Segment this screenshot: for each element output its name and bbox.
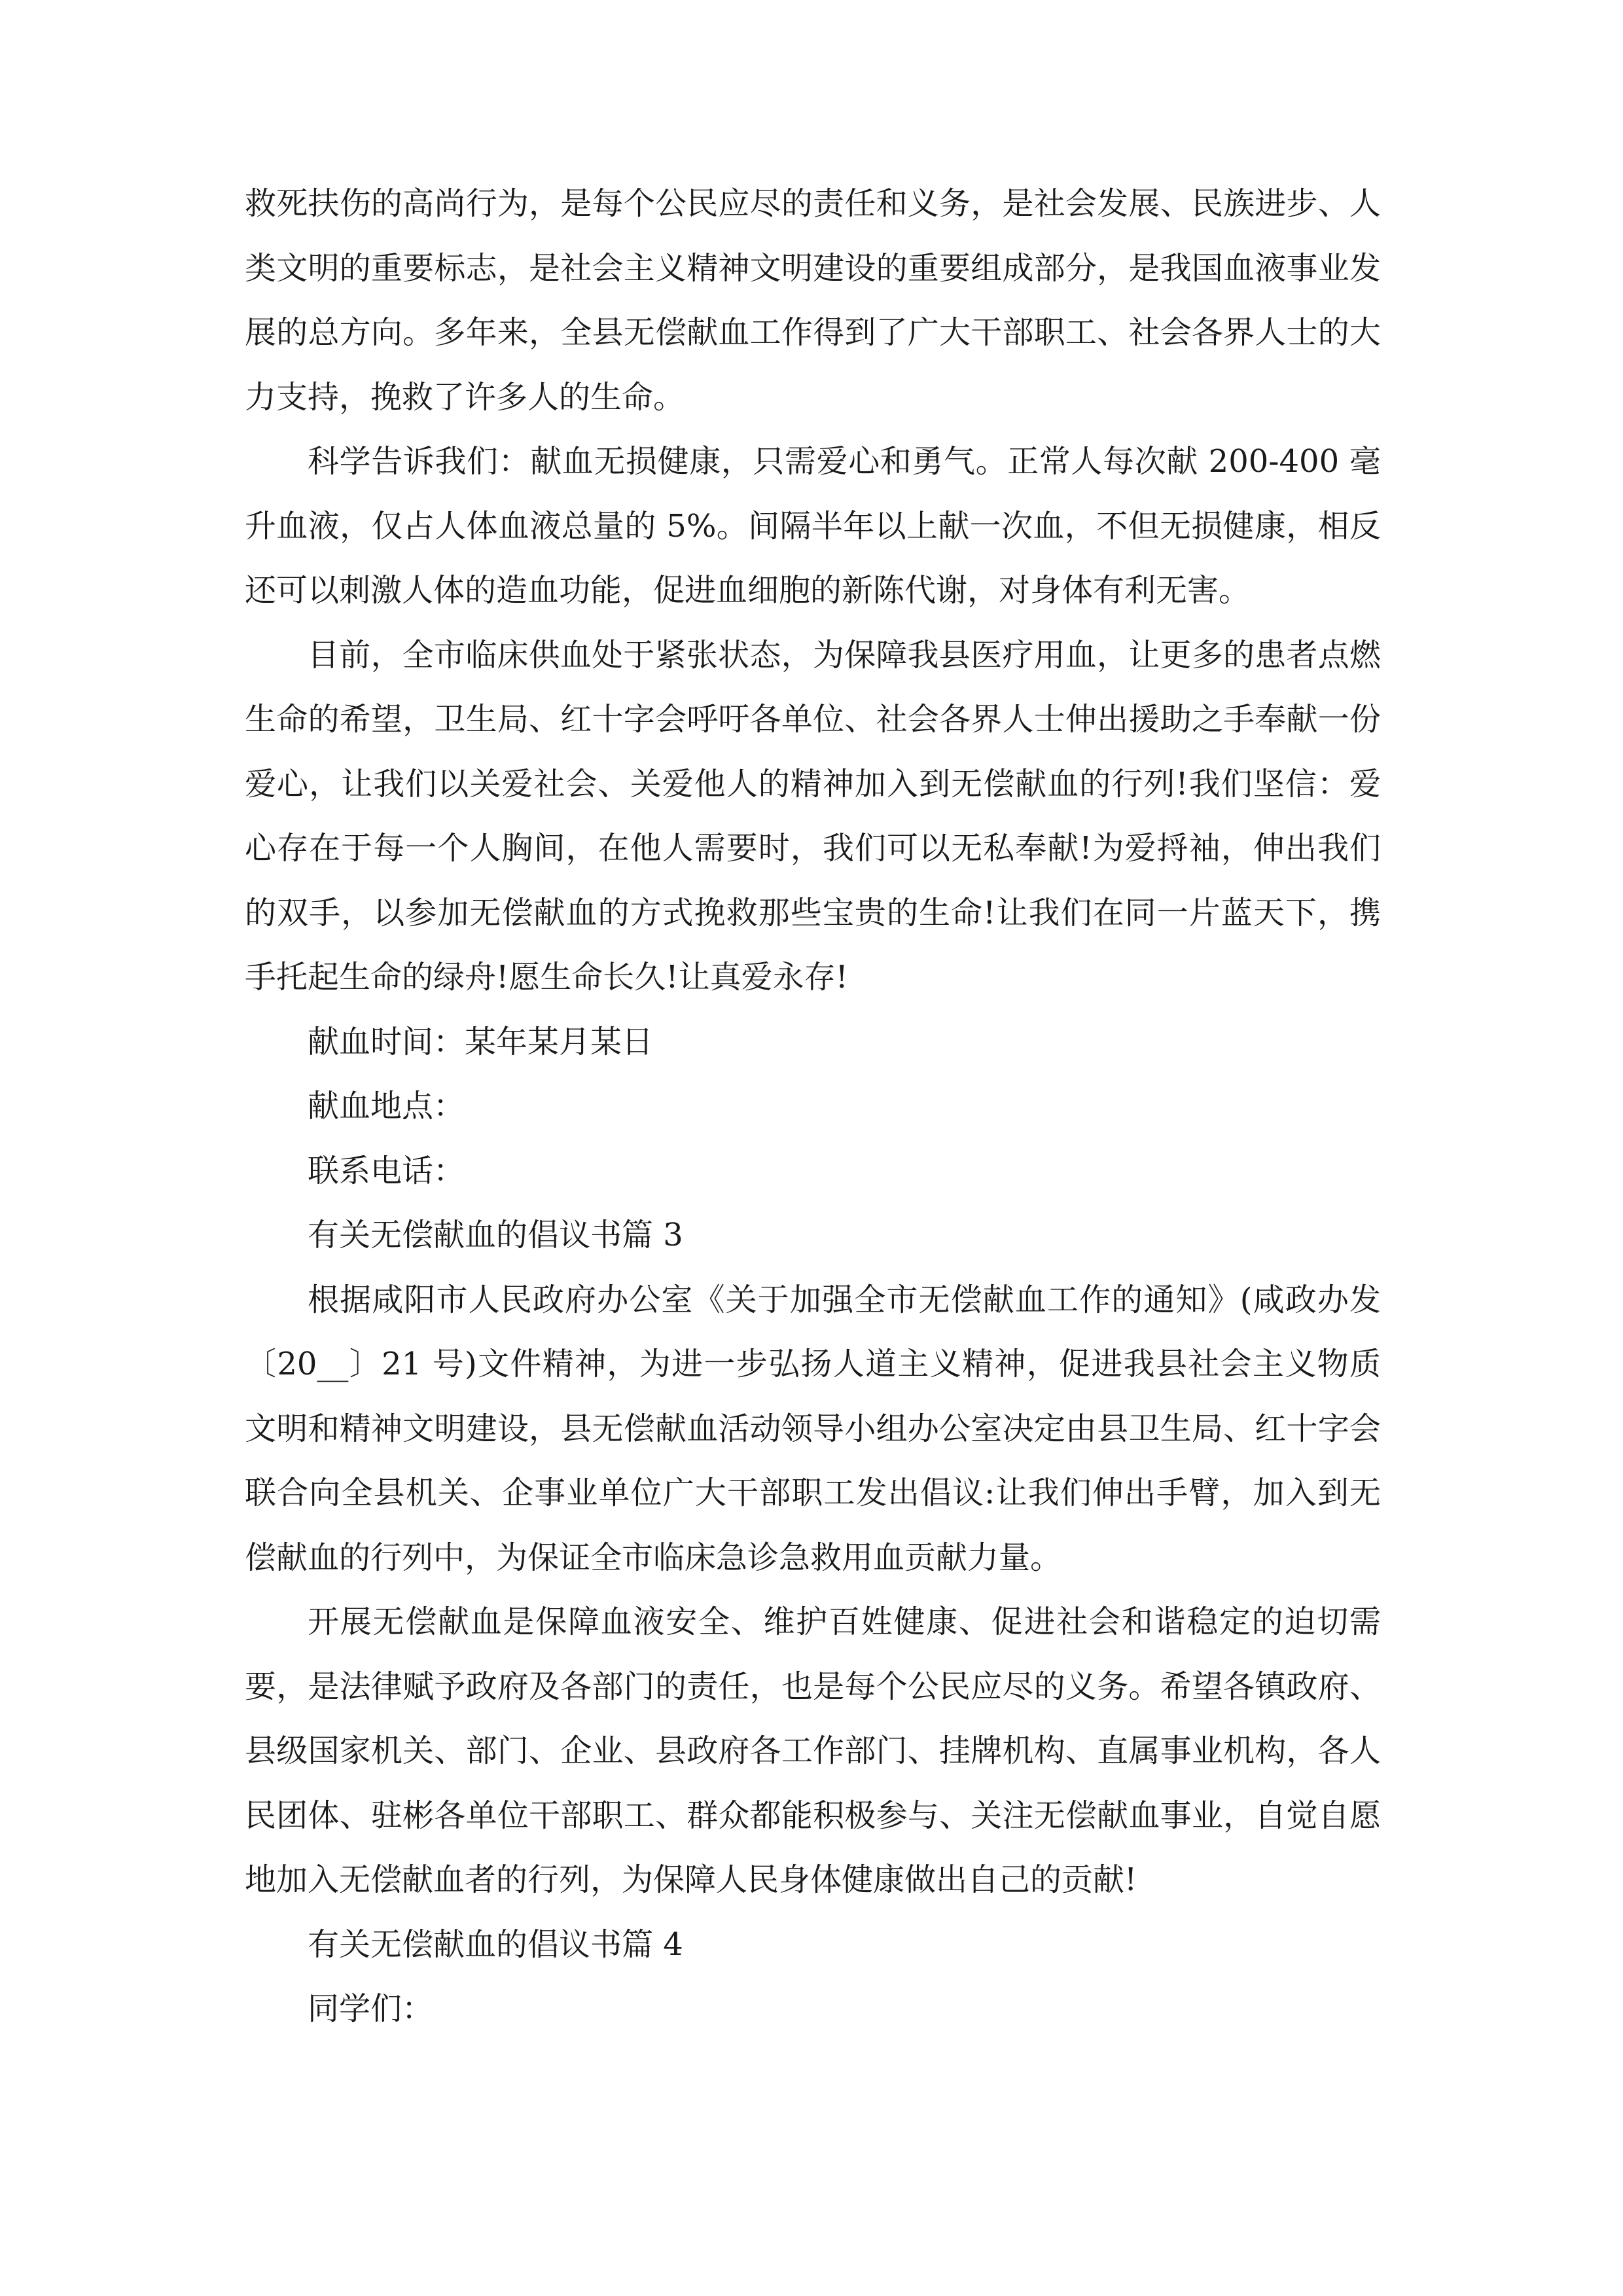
paragraph-launch-donation: 开展无偿献血是保障血液安全、维护百姓健康、促进社会和谐稳定的迫切需要，是法律赋予政府及各部门的责任，也是每个公民应尽的义务。希望各镇政府、县级国家机关、部门、企业、县政府各工作部门、挂牌机构、直属事业机构，各人民团体、驻彬各单位干部职工、群众都能积极参与、关注无偿献血事业，自觉自愿地加入无偿献血者的行列，为保障人民身体健康做出自己的贡献! bbox=[245, 1604, 1381, 1898]
donation-time-line: 献血时间：某年某月某日 bbox=[308, 1023, 654, 1060]
document-body bbox=[245, 171, 1381, 2041]
contact-phone-line: 联系电话： bbox=[308, 1152, 465, 1189]
section-heading-article-3: 有关无偿献血的倡议书篇 3 bbox=[308, 1217, 683, 1253]
greeting-line: 同学们： bbox=[308, 1990, 434, 2027]
paragraph-continuation: 救死扶伤的高尚行为，是每个公民应尽的责任和义务，是社会发展、民族进步、人类文明的重要标志，是社会主义精神文明建设的重要组成部分，是我国血液事业发展的总方向。多年来，全县无偿献血工作得到了广大干部职工、社会各界人士的大力支持，挽救了许多人的生命。 bbox=[245, 185, 1381, 416]
paragraph-science: 科学告诉我们：献血无损健康，只需爱心和勇气。正常人每次献 200-400 毫升血液，仅占人体血液总量的 5%。间隔半年以上献一次血，不但无损健康，相反还可以刺激人体的造血功能，促进血细胞的新陈代谢，对身体有利无害。 bbox=[245, 443, 1381, 609]
section-heading-article-4: 有关无偿献血的倡议书篇 4 bbox=[308, 1926, 683, 1963]
paragraph-current-situation: 目前，全市临床供血处于紧张状态，为保障我县医疗用血，让更多的患者点燃生命的希望，卫生局、红十字会呼吁各单位、社会各界人士伸出援助之手奉献一份爱心，让我们以关爱社会、关爱他人的精神加入到无偿献血的行列!我们坚信：爱心存在于每一个人胸间，在他人需要时，我们可以无私奉献!为爱捋袖，伸出我们的双手，以参加无偿献血的方式挽救那些宝贵的生命!让我们在同一片蓝天下，携手托起生命的绿舟!愿生命长久!让真爱永存! bbox=[245, 636, 1381, 996]
paragraph-xianyang-notice: 根据咸阳市人民政府办公室《关于加强全市无偿献血工作的通知》(咸政办发〔20__〕21 号)文件精神，为进一步弘扬人道主义精神，促进我县社会主义物质文明和精神文明建设，县无偿献血活动领导小组办公室决定由县卫生局、红十字会联合向全县机关、企事业单位广大干部职工发出倡议:让我们伸出手臂，加入到无偿献血的行列中，为保证全市临床急诊急救用血贡献力量。 bbox=[245, 1281, 1381, 1576]
donation-place-line: 献血地点： bbox=[308, 1088, 465, 1124]
